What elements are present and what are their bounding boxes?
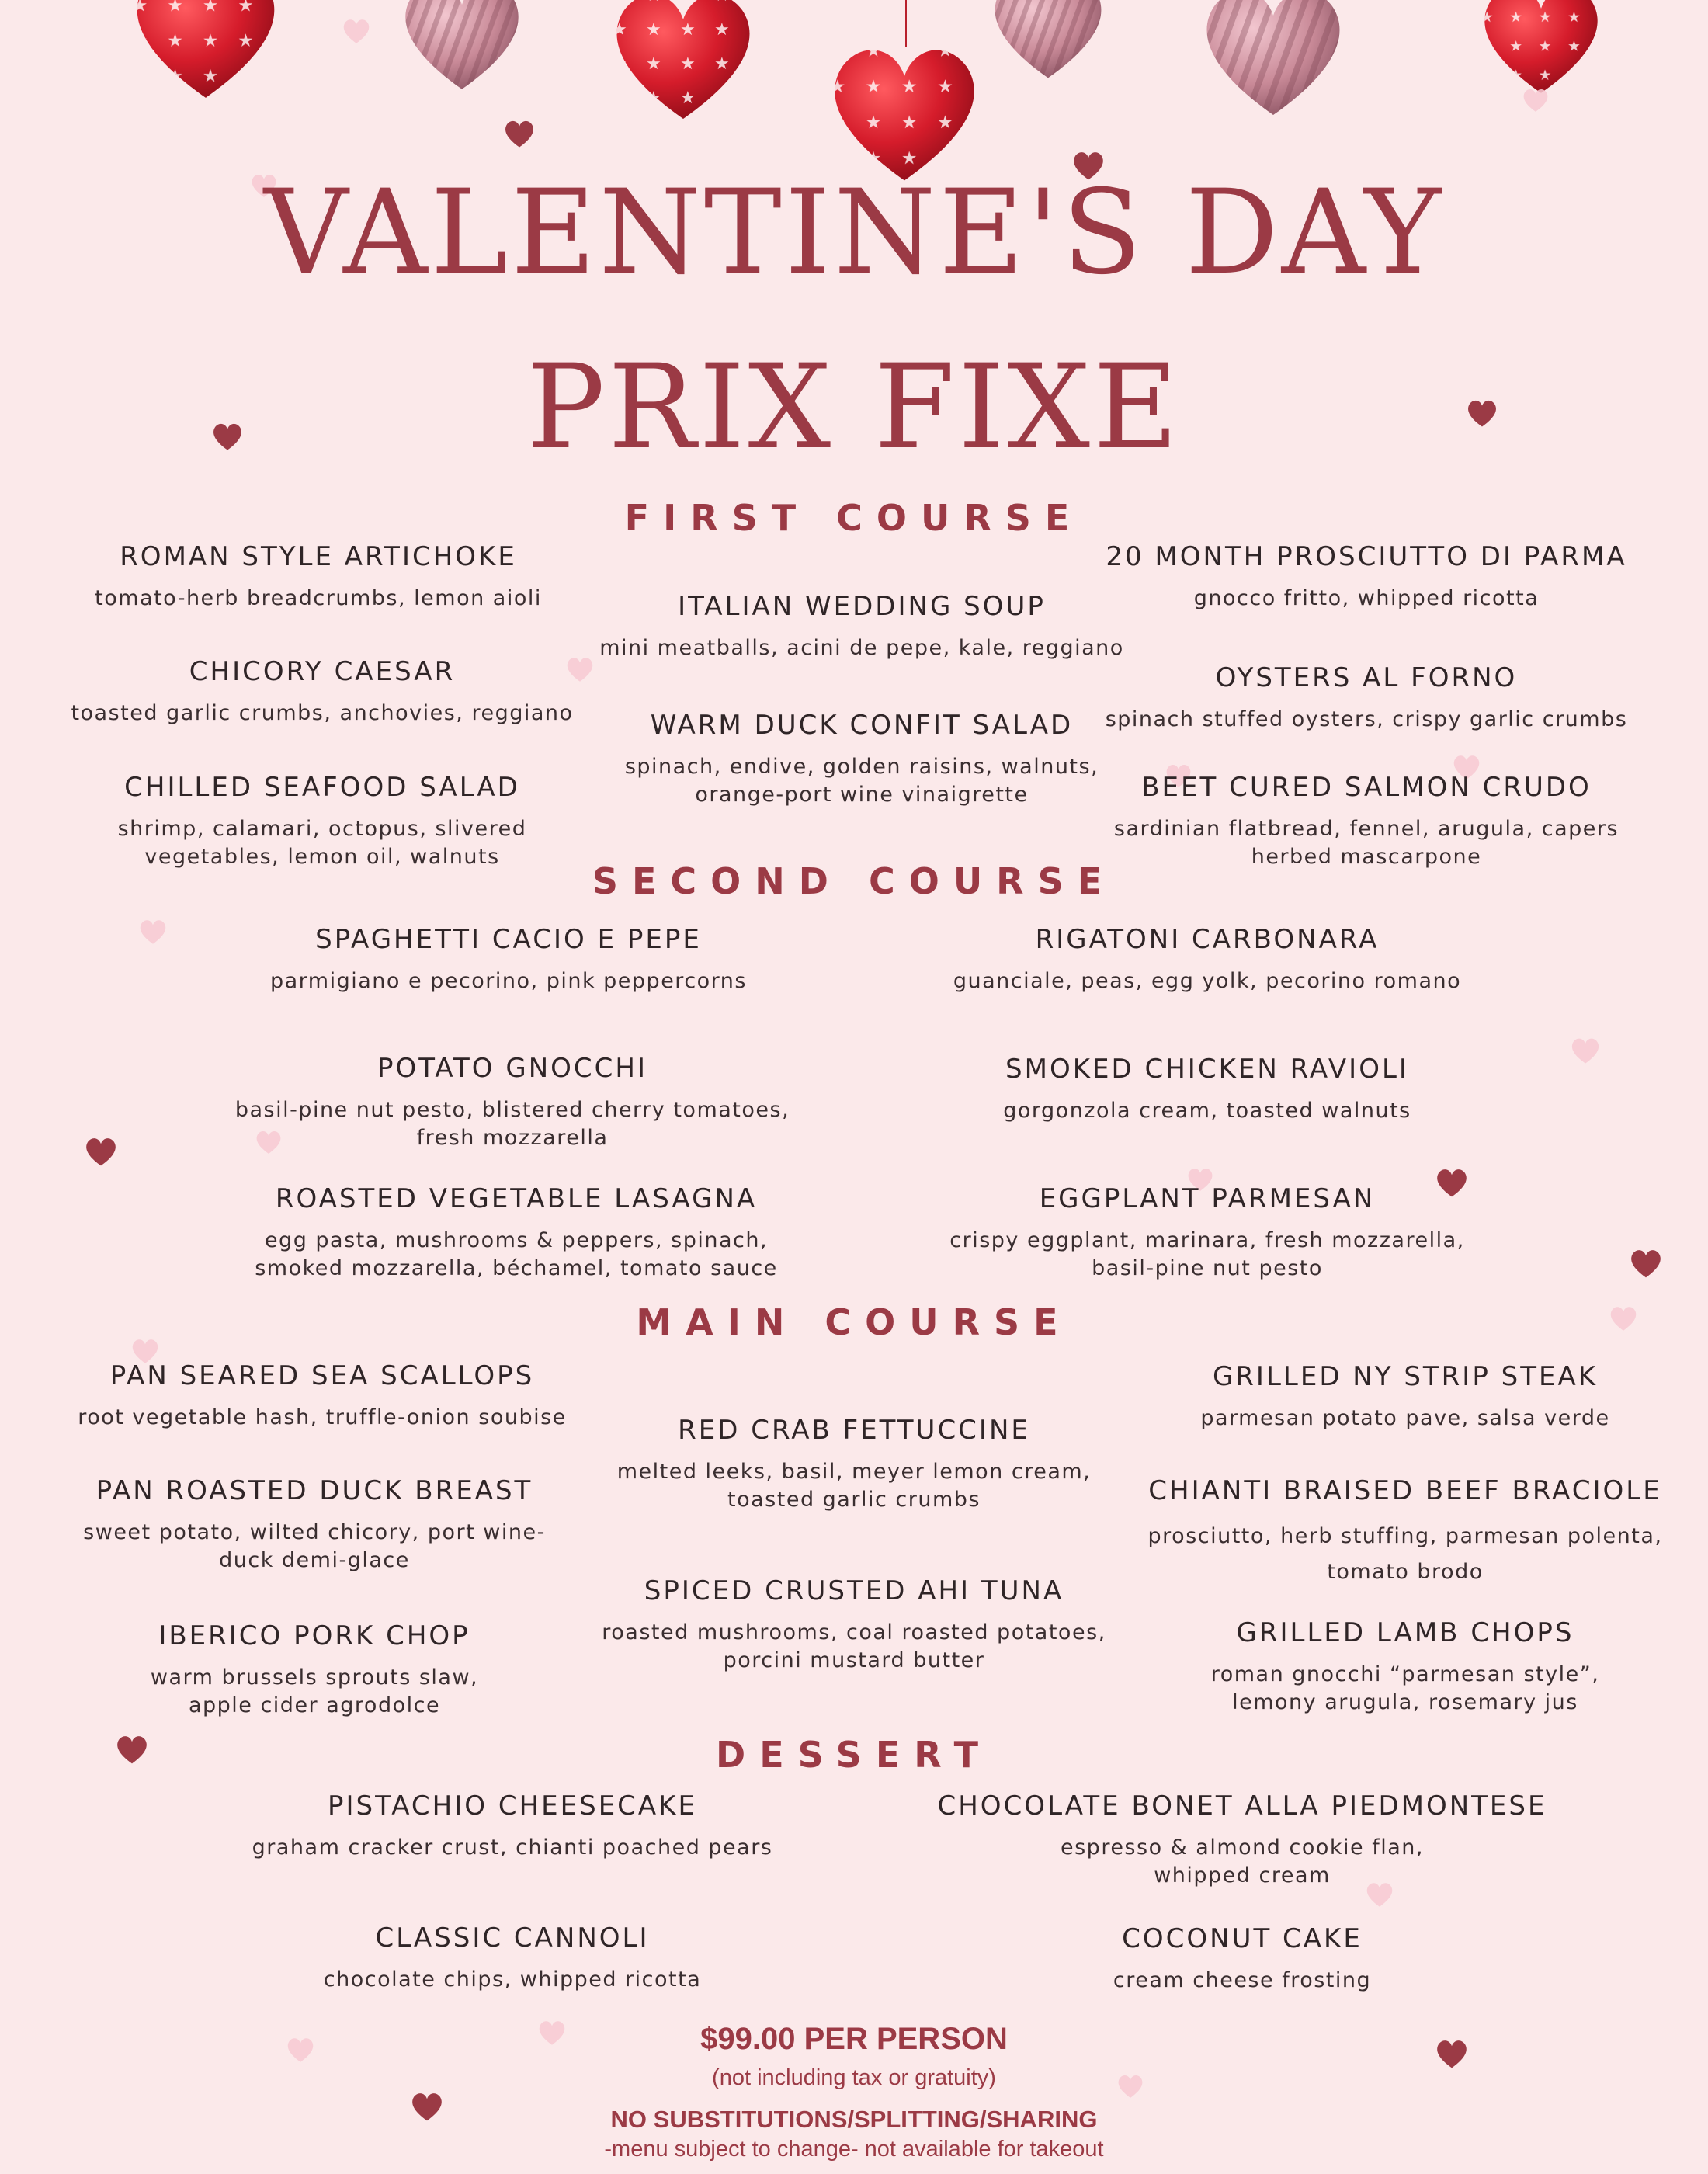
dish-name: BEET CURED SALMON CRUDO [1141, 772, 1592, 803]
dish-name: EGGPLANT PARMESAN [1039, 1183, 1376, 1214]
dish-desc: parmigiano e pecorino, pink peppercorns [269, 969, 747, 993]
dish-name: IBERICO PORK CHOP [158, 1620, 470, 1651]
dish-iberico-pork [47, 1620, 582, 1720]
red-heart-icon [606, 0, 761, 132]
red-heart-icon [124, 0, 287, 101]
dish-prosciutto [1102, 541, 1630, 613]
dish-name: ITALIAN WEDDING SOUP [678, 591, 1046, 622]
dish-eggplant-parmesan [916, 1183, 1498, 1283]
dish-desc: root vegetable hash, truffle-onion soubise [78, 1405, 567, 1429]
dish-name: OYSTERS AL FORNO [1215, 662, 1518, 693]
dish-sea-scallops [47, 1360, 598, 1432]
dish-name: CHILLED SEAFOOD SALAD [124, 772, 520, 803]
dish-desc: gorgonzola cream, toasted walnuts [1003, 1099, 1411, 1123]
dish-name: PAN ROASTED DUCK BREAST [95, 1475, 533, 1506]
dish-cacio-e-pepe [217, 924, 800, 995]
dish-name: CHOCOLATE BONET ALLA PIEDMONTESE [937, 1790, 1547, 1822]
dish-desc: warm brussels sprouts slaw, apple cider agrodolce [150, 1665, 479, 1717]
dish-red-crab-fettuccine [590, 1415, 1118, 1514]
dish-potato-gnocchi [217, 1053, 807, 1152]
dish-desc: sweet potato, wilted chicory, port wine- duck demi-glace [83, 1520, 546, 1572]
section-second-course: SECOND COURSE [592, 860, 1116, 902]
dish-rigatoni-carbonara [916, 924, 1498, 995]
section-first-course: FIRST COURSE [624, 497, 1084, 539]
dish-desc: spinach stuffed oysters, crispy garlic crumbs [1105, 707, 1628, 731]
page-title-line2: PRIX FIXE [526, 340, 1182, 475]
dark-red-heart-icon [84, 1134, 118, 1168]
dish-desc: prosciutto, herb stuffing, parmesan polenta, tomato brodo [1147, 1524, 1663, 1584]
dish-chicken-ravioli [916, 1054, 1498, 1125]
dish-desc: graham cracker crust, chianti poached pears [252, 1835, 773, 1860]
dish-desc: parmesan potato pave, salsa verde [1200, 1406, 1610, 1430]
dish-vegetable-lasagna [217, 1183, 815, 1283]
change-note: -menu subject to change- not available for takeout [604, 2137, 1104, 2162]
dish-name: PISTACHIO CHEESECAKE [328, 1790, 697, 1822]
dish-name: GRILLED NY STRIP STEAK [1212, 1361, 1599, 1392]
dish-name: RED CRAB FETTUCCINE [678, 1415, 1030, 1446]
dish-desc: toasted garlic crumbs, anchovies, reggiano [71, 701, 574, 725]
dish-name: PAN SEARED SEA SCALLOPS [109, 1360, 535, 1391]
dish-desc: espresso & almond cookie flan, whipped cream [1061, 1835, 1424, 1887]
dish-desc: cream cheese frosting [1113, 1968, 1372, 1992]
dish-desc: mini meatballs, acini de pepe, kale, reggiano [599, 636, 1124, 660]
light-pink-heart-icon [138, 916, 168, 946]
dish-italian-wedding-soup [590, 591, 1133, 662]
dish-name: SPAGHETTI CACIO E PEPE [315, 924, 702, 955]
dish-name: POTATO GNOCCHI [377, 1053, 647, 1084]
dish-name: CHICORY CAESAR [189, 656, 456, 687]
dish-classic-cannoli [217, 1922, 807, 1994]
dish-desc: guanciale, peas, egg yolk, pecorino romano [953, 969, 1462, 993]
dish-name: CLASSIC CANNOLI [375, 1922, 650, 1953]
dish-pistachio-cheesecake [217, 1790, 807, 1862]
dish-duck-breast [47, 1475, 582, 1575]
dark-red-heart-icon [1629, 1245, 1663, 1280]
dish-name: CHIANTI BRAISED BEEF BRACIOLE [1148, 1475, 1662, 1506]
dish-name: GRILLED LAMB CHOPS [1236, 1617, 1574, 1648]
red-heart-icon [823, 31, 986, 186]
dish-ahi-tuna [590, 1575, 1118, 1675]
pink-heart-icon [1196, 0, 1351, 140]
light-pink-heart-icon [1522, 85, 1550, 113]
dish-roman-artichoke [47, 541, 590, 613]
light-pink-heart-icon [1570, 1034, 1601, 1065]
dish-chilled-seafood [47, 772, 598, 871]
dish-desc: gnocco fritto, whipped ricotta [1193, 586, 1540, 610]
dish-chicory-caesar [47, 656, 598, 728]
dish-name: SMOKED CHICKEN RAVIOLI [1005, 1054, 1409, 1085]
light-pink-heart-icon [342, 16, 371, 45]
dish-desc: sardinian flatbread, fennel, arugula, capers herbed mascarpone [1113, 817, 1619, 869]
dish-name: SPICED CRUSTED AHI TUNA [644, 1575, 1064, 1606]
dish-beef-braciole [1133, 1475, 1677, 1590]
dish-desc: tomato-herb breadcrumbs, lemon aioli [95, 586, 542, 610]
dish-desc: basil-pine nut pesto, blistered cherry tomatoes, fresh mozzarella [234, 1098, 790, 1150]
dish-desc: melted leeks, basil, meyer lemon cream, toasted garlic crumbs [616, 1460, 1092, 1512]
section-dessert: DESSERT [716, 1734, 992, 1776]
dish-ny-strip-steak [1133, 1361, 1677, 1433]
page-title-line1: VALENTINE'S DAY [263, 165, 1445, 300]
dish-coconut-cake [908, 1923, 1576, 1995]
price: $99.00 PER PERSON [700, 2022, 1008, 2056]
dish-desc: shrimp, calamari, octopus, slivered vegetables, lemon oil, walnuts [117, 817, 527, 869]
dish-desc: chocolate chips, whipped ricotta [323, 1967, 702, 1992]
dish-name: WARM DUCK CONFIT SALAD [650, 710, 1074, 741]
dish-salmon-crudo [1102, 772, 1630, 871]
dish-desc: roasted mushrooms, coal roasted potatoes, porcini mustard butter [602, 1620, 1106, 1672]
dish-chocolate-bonet [908, 1790, 1576, 1890]
dish-oysters [1102, 662, 1630, 734]
dish-warm-duck-confit [590, 710, 1133, 809]
dish-desc: egg pasta, mushrooms & peppers, spinach, smoked mozzarella, béchamel, tomato sauce [255, 1228, 778, 1280]
dish-desc: roman gnocchi “parmesan style”, lemony arugula, rosemary jus [1210, 1662, 1600, 1714]
section-main-course: MAIN COURSE [636, 1301, 1072, 1343]
dark-red-heart-icon [503, 116, 536, 149]
dish-name: ROMAN STYLE ARTICHOKE [120, 541, 517, 572]
policy-note: NO SUBSTITUTIONS/SPLITTING/SHARING [610, 2106, 1098, 2133]
dish-name: 20 MONTH PROSCIUTTO DI PARMA [1106, 541, 1627, 572]
pink-heart-icon [396, 0, 528, 93]
tax-note: (not including tax or gratuity) [712, 2065, 996, 2090]
dish-name: COCONUT CAKE [1122, 1923, 1363, 1954]
dish-lamb-chops [1133, 1617, 1677, 1717]
dish-name: RIGATONI CARBONARA [1035, 924, 1380, 955]
dish-name: ROASTED VEGETABLE LASAGNA [275, 1183, 758, 1214]
pink-heart-icon [986, 0, 1110, 93]
dish-desc: crispy eggplant, marinara, fresh mozzarella, basil-pine nut pesto [949, 1228, 1465, 1280]
dish-desc: spinach, endive, golden raisins, walnuts, orange-port wine vinaigrette [624, 755, 1099, 807]
